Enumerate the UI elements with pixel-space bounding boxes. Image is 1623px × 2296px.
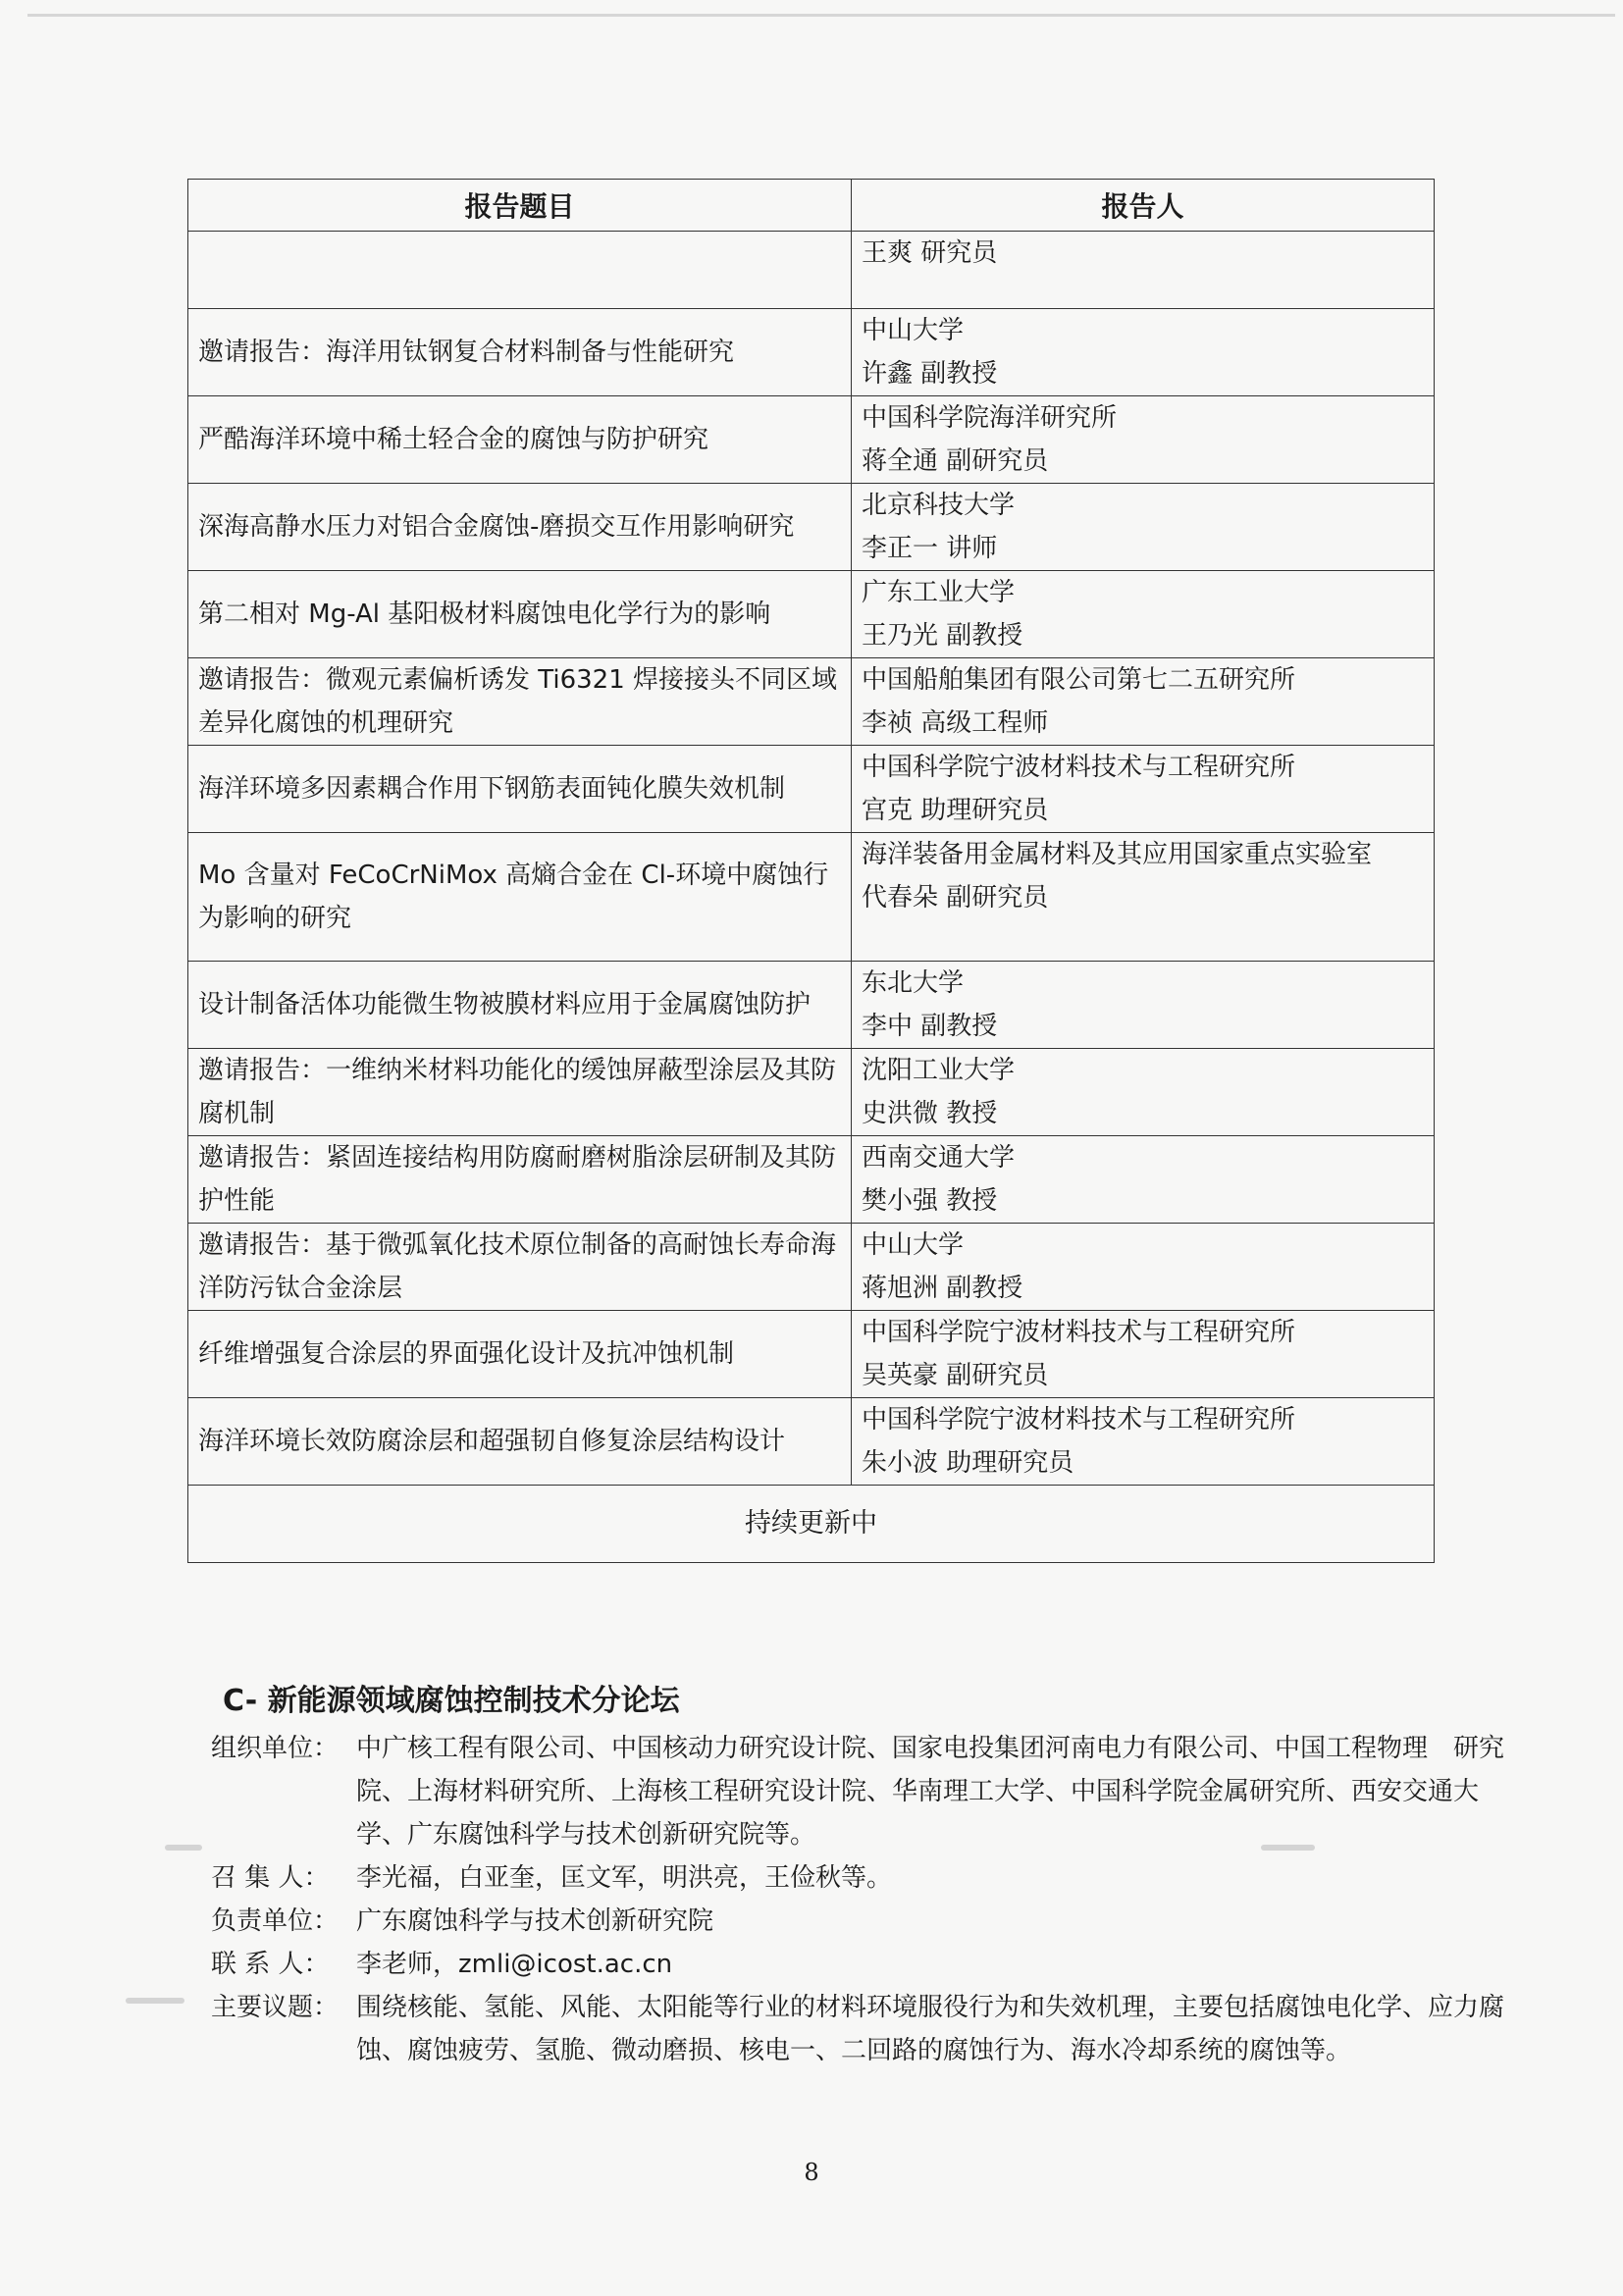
- table-row: [188, 484, 1435, 571]
- table-row: [188, 309, 1435, 396]
- forum-title: C- 新能源领域腐蚀控制技术分论坛: [223, 1684, 680, 1718]
- scan-top-rule: [27, 14, 1615, 17]
- speaker-cell: [852, 962, 1435, 1049]
- conveners-value: 李光福，白亚奎，匡文军，明洪亮，王俭秋等。: [356, 1863, 893, 1893]
- speaker-name: 宫克 助理研究员: [862, 796, 1049, 825]
- responsible-label: 负责单位：: [211, 1906, 340, 1936]
- speaker-affiliation: 中国船舶集团有限公司第七二五研究所: [862, 665, 1296, 695]
- report-topic: 纤维增强复合涂层的界面强化设计及抗冲蚀机制: [188, 1311, 852, 1398]
- speaker-cell: [852, 1398, 1435, 1486]
- forum-section: [211, 1680, 1506, 2072]
- speaker-cell: [852, 232, 1435, 309]
- report-topic: 邀请报告：海洋用钛钢复合材料制备与性能研究: [188, 309, 852, 396]
- speaker-cell: [852, 1136, 1435, 1224]
- speaker-affiliation: 广东工业大学: [862, 578, 1016, 607]
- speaker-cell: [852, 833, 1435, 962]
- table-row: [188, 1224, 1435, 1311]
- header-speaker: 报告人: [852, 180, 1435, 232]
- speaker-affiliation: 北京科技大学: [862, 491, 1016, 520]
- speaker-affiliation: 海洋装备用金属材料及其应用国家重点实验室: [862, 840, 1373, 869]
- table-body: [188, 232, 1435, 1486]
- table-row: [188, 396, 1435, 484]
- report-topic: 海洋环境多因素耦合作用下钢筋表面钝化膜失效机制: [188, 746, 852, 833]
- speaker-name: 王爽 研究员: [862, 238, 998, 268]
- speaker-cell: [852, 484, 1435, 571]
- organizers-label: 组织单位：: [211, 1734, 340, 1763]
- speaker-name: 许鑫 副教授: [862, 359, 998, 389]
- speaker-name: 樊小强 教授: [862, 1186, 998, 1216]
- speaker-cell: [852, 396, 1435, 484]
- report-topic: 深海高静水压力对铝合金腐蚀-磨损交互作用影响研究: [188, 484, 852, 571]
- report-topic: 第二相对 Mg-Al 基阳极材料腐蚀电化学行为的影响: [188, 571, 852, 658]
- report-topic: [188, 232, 852, 309]
- speaker-affiliation: 中国科学院宁波材料技术与工程研究所: [862, 1405, 1296, 1435]
- table-row: [188, 833, 1435, 962]
- topics-field: [211, 1986, 1506, 2072]
- speaker-affiliation: 中山大学: [862, 316, 965, 345]
- speaker-affiliation: 中山大学: [862, 1230, 965, 1260]
- table-row: [188, 1398, 1435, 1486]
- speaker-cell: [852, 1224, 1435, 1311]
- table-header-row: [188, 180, 1435, 232]
- report-topic: 海洋环境长效防腐涂层和超强韧自修复涂层结构设计: [188, 1398, 852, 1486]
- header-topic: 报告题目: [188, 180, 852, 232]
- speaker-cell: [852, 571, 1435, 658]
- table-footer-row: [188, 1486, 1435, 1563]
- speaker-name: 史洪微 教授: [862, 1099, 998, 1128]
- speaker-affiliation: 西南交通大学: [862, 1143, 1016, 1173]
- report-topic: 邀请报告：紧固连接结构用防腐耐磨树脂涂层研制及其防护性能: [188, 1136, 852, 1224]
- responsible-field: [211, 1900, 1506, 1943]
- speaker-name: 李正一 讲师: [862, 534, 998, 563]
- speaker-affiliation: 中国科学院宁波材料技术与工程研究所: [862, 753, 1296, 782]
- report-table-container: [187, 179, 1434, 1563]
- report-topic: 邀请报告：基于微弧氧化技术原位制备的高耐蚀长寿命海洋防污钛合金涂层: [188, 1224, 852, 1311]
- speaker-affiliation: 沈阳工业大学: [862, 1056, 1016, 1085]
- table-row: [188, 746, 1435, 833]
- page-number: 8: [804, 2159, 819, 2186]
- speaker-name: 吴英豪 副研究员: [862, 1361, 1049, 1390]
- table-row: [188, 962, 1435, 1049]
- contact-value: 李老师，zmli@icost.ac.cn: [356, 1950, 673, 1979]
- report-topic: 设计制备活体功能微生物被膜材料应用于金属腐蚀防护: [188, 962, 852, 1049]
- speaker-name: 蒋全通 副研究员: [862, 446, 1049, 476]
- speaker-cell: [852, 1311, 1435, 1398]
- speaker-cell: [852, 746, 1435, 833]
- speaker-name: 朱小波 助理研究员: [862, 1448, 1074, 1478]
- table-row: [188, 1136, 1435, 1224]
- report-table: [187, 179, 1435, 1563]
- table-row: [188, 658, 1435, 746]
- report-topic: 邀请报告：一维纳米材料功能化的缓蚀屏蔽型涂层及其防腐机制: [188, 1049, 852, 1136]
- table-row: [188, 571, 1435, 658]
- organizers-field: [211, 1727, 1506, 1856]
- table-row: [188, 1311, 1435, 1398]
- topics-value: 围绕核能、氢能、风能、太阳能等行业的材料环境服役行为和失效机理，主要包括腐蚀电化学、应力腐蚀、腐蚀疲劳、氢脆、微动磨损、核电一、二回路的腐蚀行为、海水冷却系统的腐蚀等。: [356, 1993, 1505, 2065]
- speaker-cell: [852, 1049, 1435, 1136]
- topics-label: 主要议题：: [211, 1993, 340, 2022]
- speaker-affiliation: 东北大学: [862, 968, 965, 998]
- conveners-label: 召 集 人：: [211, 1863, 330, 1893]
- scan-mark: [126, 1998, 184, 2004]
- speaker-name: 代春朵 副研究员: [862, 883, 1049, 913]
- scan-mark: [165, 1845, 202, 1851]
- speaker-cell: [852, 658, 1435, 746]
- speaker-name: 李中 副教授: [862, 1012, 998, 1041]
- table-row: [188, 232, 1435, 309]
- conveners-field: [211, 1856, 1506, 1900]
- speaker-affiliation: 中国科学院海洋研究所: [862, 403, 1118, 433]
- speaker-name: 蒋旭洲 副教授: [862, 1274, 1023, 1303]
- responsible-value: 广东腐蚀科学与技术创新研究院: [356, 1906, 714, 1936]
- report-topic: Mo 含量对 FeCoCrNiMox 高熵合金在 Cl-环境中腐蚀行为影响的研究: [188, 833, 852, 962]
- contact-label: 联 系 人：: [211, 1950, 330, 1979]
- updating-note: 持续更新中: [188, 1486, 1435, 1563]
- speaker-name: 王乃光 副教授: [862, 621, 1023, 651]
- contact-field: [211, 1943, 1506, 1986]
- report-topic: 严酷海洋环境中稀土轻合金的腐蚀与防护研究: [188, 396, 852, 484]
- speaker-cell: [852, 309, 1435, 396]
- speaker-affiliation: 中国科学院宁波材料技术与工程研究所: [862, 1318, 1296, 1347]
- table-row: [188, 1049, 1435, 1136]
- report-topic: 邀请报告：微观元素偏析诱发 Ti6321 焊接接头不同区域差异化腐蚀的机理研究: [188, 658, 852, 746]
- organizers-value: 中广核工程有限公司、中国核动力研究设计院、国家电投集团河南电力有限公司、中国工程物理 研究院、上海材料研究所、上海核工程研究设计院、华南理工大学、中国科学院金属研究所、西安交通大学、广东腐蚀科学与技术创新研究院等。: [356, 1734, 1505, 1850]
- speaker-name: 李祯 高级工程师: [862, 708, 1049, 738]
